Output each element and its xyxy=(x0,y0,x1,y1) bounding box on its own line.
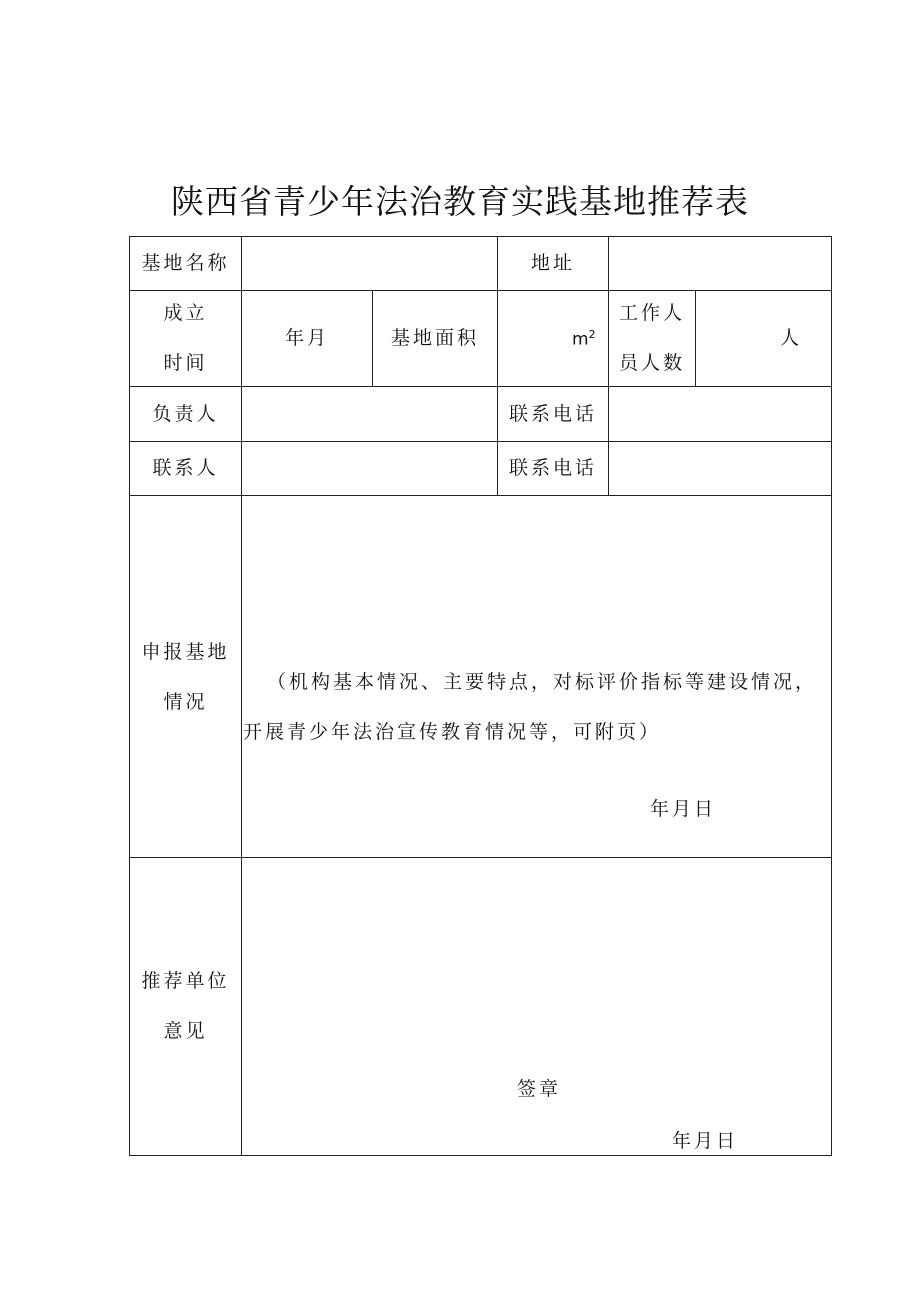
row-divider xyxy=(129,441,832,442)
situation-label-line2: 情况 xyxy=(163,691,208,713)
situation-hint[interactable]: （机构基本情况、主要特点，对标评价指标等建设情况，开展青少年法治宣传教育情况等，可附页） xyxy=(243,671,818,743)
seal-label: 签章 xyxy=(517,1078,562,1100)
base-name-label: 基地名称 xyxy=(141,252,230,274)
row-divider xyxy=(129,290,832,291)
established-label-line2: 时间 xyxy=(163,352,208,374)
opinion-label-line2: 意见 xyxy=(163,1020,208,1042)
staff-label-line1: 工作人 xyxy=(618,302,685,324)
base-name-field[interactable] xyxy=(250,254,490,276)
row-divider xyxy=(129,857,832,858)
person-in-charge-field[interactable] xyxy=(250,405,490,427)
page-title: 陕西省青少年法治教育实践基地推荐表 xyxy=(171,182,749,221)
opinion-field[interactable] xyxy=(250,870,820,1060)
opinion-label-line1: 推荐单位 xyxy=(141,970,230,992)
area-unit-superscript: 2 xyxy=(588,328,596,341)
staff-label-line2: 员人数 xyxy=(618,352,685,374)
address-field[interactable] xyxy=(615,254,825,276)
column-divider xyxy=(241,236,242,1156)
column-divider xyxy=(695,290,696,386)
established-label-line1: 成立 xyxy=(163,302,208,324)
contact-phone-label: 联系电话 xyxy=(508,457,597,479)
established-date-field[interactable]: 年月 xyxy=(284,327,329,349)
row-divider xyxy=(129,495,832,496)
row-divider xyxy=(129,386,832,387)
area-field[interactable] xyxy=(572,329,596,349)
phone-label: 联系电话 xyxy=(508,403,597,425)
contact-label: 联系人 xyxy=(152,457,219,479)
contact-phone-field[interactable] xyxy=(615,459,825,481)
situation-date: 年月日 xyxy=(650,798,717,820)
contact-field[interactable] xyxy=(250,459,490,481)
column-divider xyxy=(497,236,498,495)
address-label: 地址 xyxy=(530,252,575,274)
phone-field[interactable] xyxy=(615,405,825,427)
situation-label-line1: 申报基地 xyxy=(141,641,230,663)
opinion-date: 年月日 xyxy=(672,1130,739,1152)
area-label: 基地面积 xyxy=(390,327,479,349)
person-in-charge-label: 负责人 xyxy=(152,403,219,425)
area-unit: m xyxy=(572,329,589,350)
staff-count-field[interactable]: 人 xyxy=(780,327,803,349)
